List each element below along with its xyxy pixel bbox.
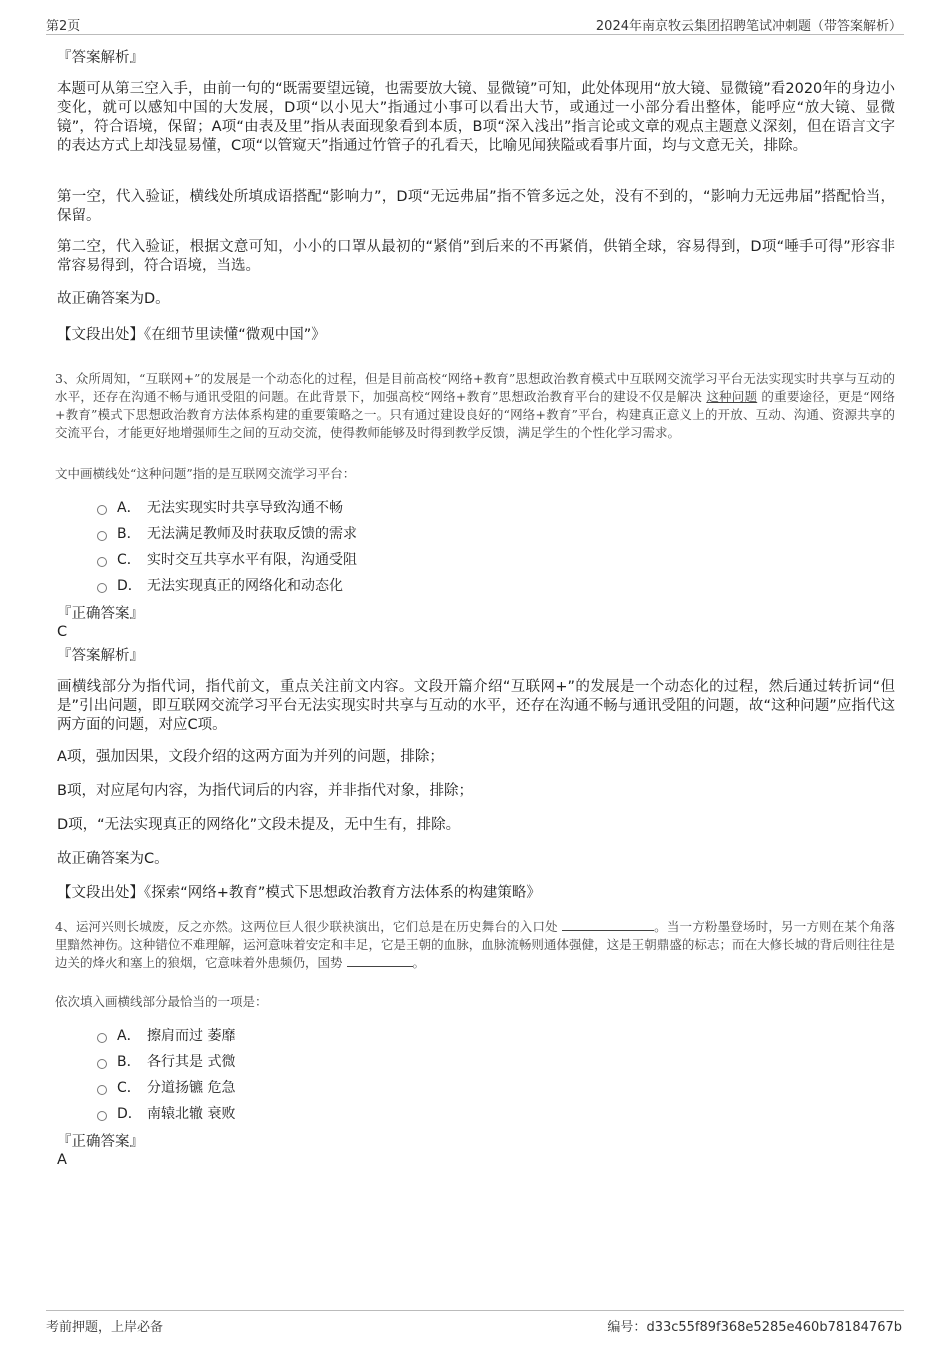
q2-analysis-para-1: 本题可从第三空入手，由前一句的“既需要望远镜，也需要放大镜、显微镜”可知，此处体现用“放大镜、显微镜”看2020年的身边小变化，就可以感知中国的大发展，D项“以小见大”指通过小事可以看出大节，或通过一小部分看出整体，能呼应“放大镜、显微镜”，符合语境，保留；A项“由表及里”指从表面现象看到本质，B项“深入浅出”指言论或文章的观点主题意义深刻，但在语言文字的表达方式上却浅显易懂，C项“以管窥天”指通过竹管子的孔看天，比喻见闻狭隘或看事片面，均与文意无关，排除。 <box>57 81 895 154</box>
q3-conclusion: 故正确答案为C。 <box>57 851 169 867</box>
page-footer <box>46 1310 904 1335</box>
q3-option-d[interactable]: D． 无法实现真正的网络化和动态化 <box>97 576 343 596</box>
q3-prompt: 文中画横线处“这种问题”指的是互联网交流学习平台： <box>55 466 356 481</box>
radio-icon[interactable] <box>97 531 107 541</box>
q3-option-b[interactable]: B． 无法满足教师及时获取反馈的需求 <box>97 524 357 544</box>
radio-icon[interactable] <box>97 1059 107 1069</box>
q3-answer: C <box>57 624 68 640</box>
radio-icon[interactable] <box>97 1111 107 1121</box>
q4-blank-1 <box>562 918 654 931</box>
q4-prompt: 依次填入画横线部分最恰当的一项是： <box>55 994 268 1009</box>
page-number: 第2页 <box>46 19 81 34</box>
radio-icon[interactable] <box>97 505 107 515</box>
q3-underlined-phrase: 这种问题 <box>706 389 758 404</box>
q2-analysis-para-2: 第一空，代入验证，横线处所填成语搭配“影响力”，D项“无远弗届”指不管多远之处，没有不到的，“影响力无远弗届”搭配恰当，保留。 <box>57 189 895 224</box>
footer-slogan: 考前押题，上岸必备 <box>46 1320 164 1335</box>
q3-answer-title: 『正确答案』 <box>57 606 144 622</box>
radio-icon[interactable] <box>97 1085 107 1095</box>
q3-analysis-para-3: B项，对应尾句内容，为指代词后的内容，并非指代对象，排除； <box>57 783 473 799</box>
q4-option-c[interactable]: C． 分道扬镳 危急 <box>97 1078 235 1098</box>
q3-option-c[interactable]: C． 实时交互共享水平有限，沟通受阻 <box>97 550 357 570</box>
document-code: 编号：d33c55f89f368e5285e460b78184767b <box>607 1320 902 1335</box>
q3-analysis-para-2: A项，强加因果，文段介绍的这两方面为并列的问题，排除； <box>57 749 444 765</box>
q4-question-text: 4、运河兴则长城废，反之亦然。这两位巨人很少联袂演出，它们总是在历史舞台的入口处 。当一方粉墨登场时，另一方则在某个角落里黯然神伤。这种错位不难理解，运河意味着安定和丰足，它是王朝的血脉，血脉流畅则通体强健，这是王朝鼎盛的标志；而在大修长城的背后则往往是边关的烽火和塞上的狼烟，它意味着外患频仍，国势 。 <box>55 919 895 970</box>
q3-option-a[interactable]: A． 无法实现实时共享导致沟通不畅 <box>97 498 343 518</box>
radio-icon[interactable] <box>97 1033 107 1043</box>
q2-conclusion: 故正确答案为D。 <box>57 291 170 307</box>
q4-option-b[interactable]: B． 各行其是 式微 <box>97 1052 235 1072</box>
radio-icon[interactable] <box>97 557 107 567</box>
page-header <box>46 12 904 35</box>
q3-analysis-para-4: D项，“无法实现真正的网络化”文段未提及，无中生有，排除。 <box>57 817 461 833</box>
q3-analysis-title: 『答案解析』 <box>57 648 144 664</box>
q4-answer: A <box>57 1152 67 1168</box>
q4-blank-2 <box>347 954 413 967</box>
q3-analysis-para-1: 画横线部分为指代词，指代前文，重点关注前文内容。文段开篇介绍“互联网+”的发展是一个动态化的过程，然后通过转折词“但是”引出问题，即互联网交流学习平台无法实现实时共享与互动的水平，还存在沟通不畅与通讯受阻的问题，故“这种问题”应指代这两方面的问题，对应C项。 <box>57 679 895 733</box>
q4-option-d[interactable]: D． 南辕北辙 衰败 <box>97 1104 235 1124</box>
q4-options <box>57 1026 895 1136</box>
q2-analysis-para-3: 第二空，代入验证，根据文意可知，小小的口罩从最初的“紧俏”到后来的不再紧俏，供销全球，容易得到，D项“唾手可得”形容非常容易得到，符合语境，当选。 <box>57 239 895 274</box>
radio-icon[interactable] <box>97 583 107 593</box>
q3-question-text: 3、众所周知，“互联网+”的发展是一个动态化的过程，但是目前高校“网络+教育”思想政治教育模式中互联网交流学习平台无法实现实时共享与互动的水平，还存在沟通不畅与通讯受阻的问题。在此背景下，加强高校“网络+教育”思想政治教育平台的建设不仅是解决 这种问题 的重要途径，更是“网络+教育”模式下思想政治教育方法体系构建的重要策略之一。只有通过建设良好的“网络+教育”平台，构建真正意义上的开放、互动、沟通、资源共享的交流平台，才能更好地增强师生之间的互动交流，使得教师能够及时得到教学反馈，满足学生的个性化学习需求。 <box>55 371 895 440</box>
q4-option-a[interactable]: A． 擦肩而过 萎靡 <box>97 1026 235 1046</box>
document-title: 2024年南京牧云集团招聘笔试冲刺题（带答案解析） <box>595 19 902 34</box>
q2-analysis-title: 『答案解析』 <box>57 50 144 66</box>
q2-source: 【文段出处】《在细节里读懂“微观中国”》 <box>57 327 326 343</box>
q3-options <box>57 498 895 608</box>
q3-source: 【文段出处】《探索“网络+教育”模式下思想政治教育方法体系的构建策略》 <box>57 885 541 901</box>
q4-answer-title: 『正确答案』 <box>57 1134 144 1150</box>
